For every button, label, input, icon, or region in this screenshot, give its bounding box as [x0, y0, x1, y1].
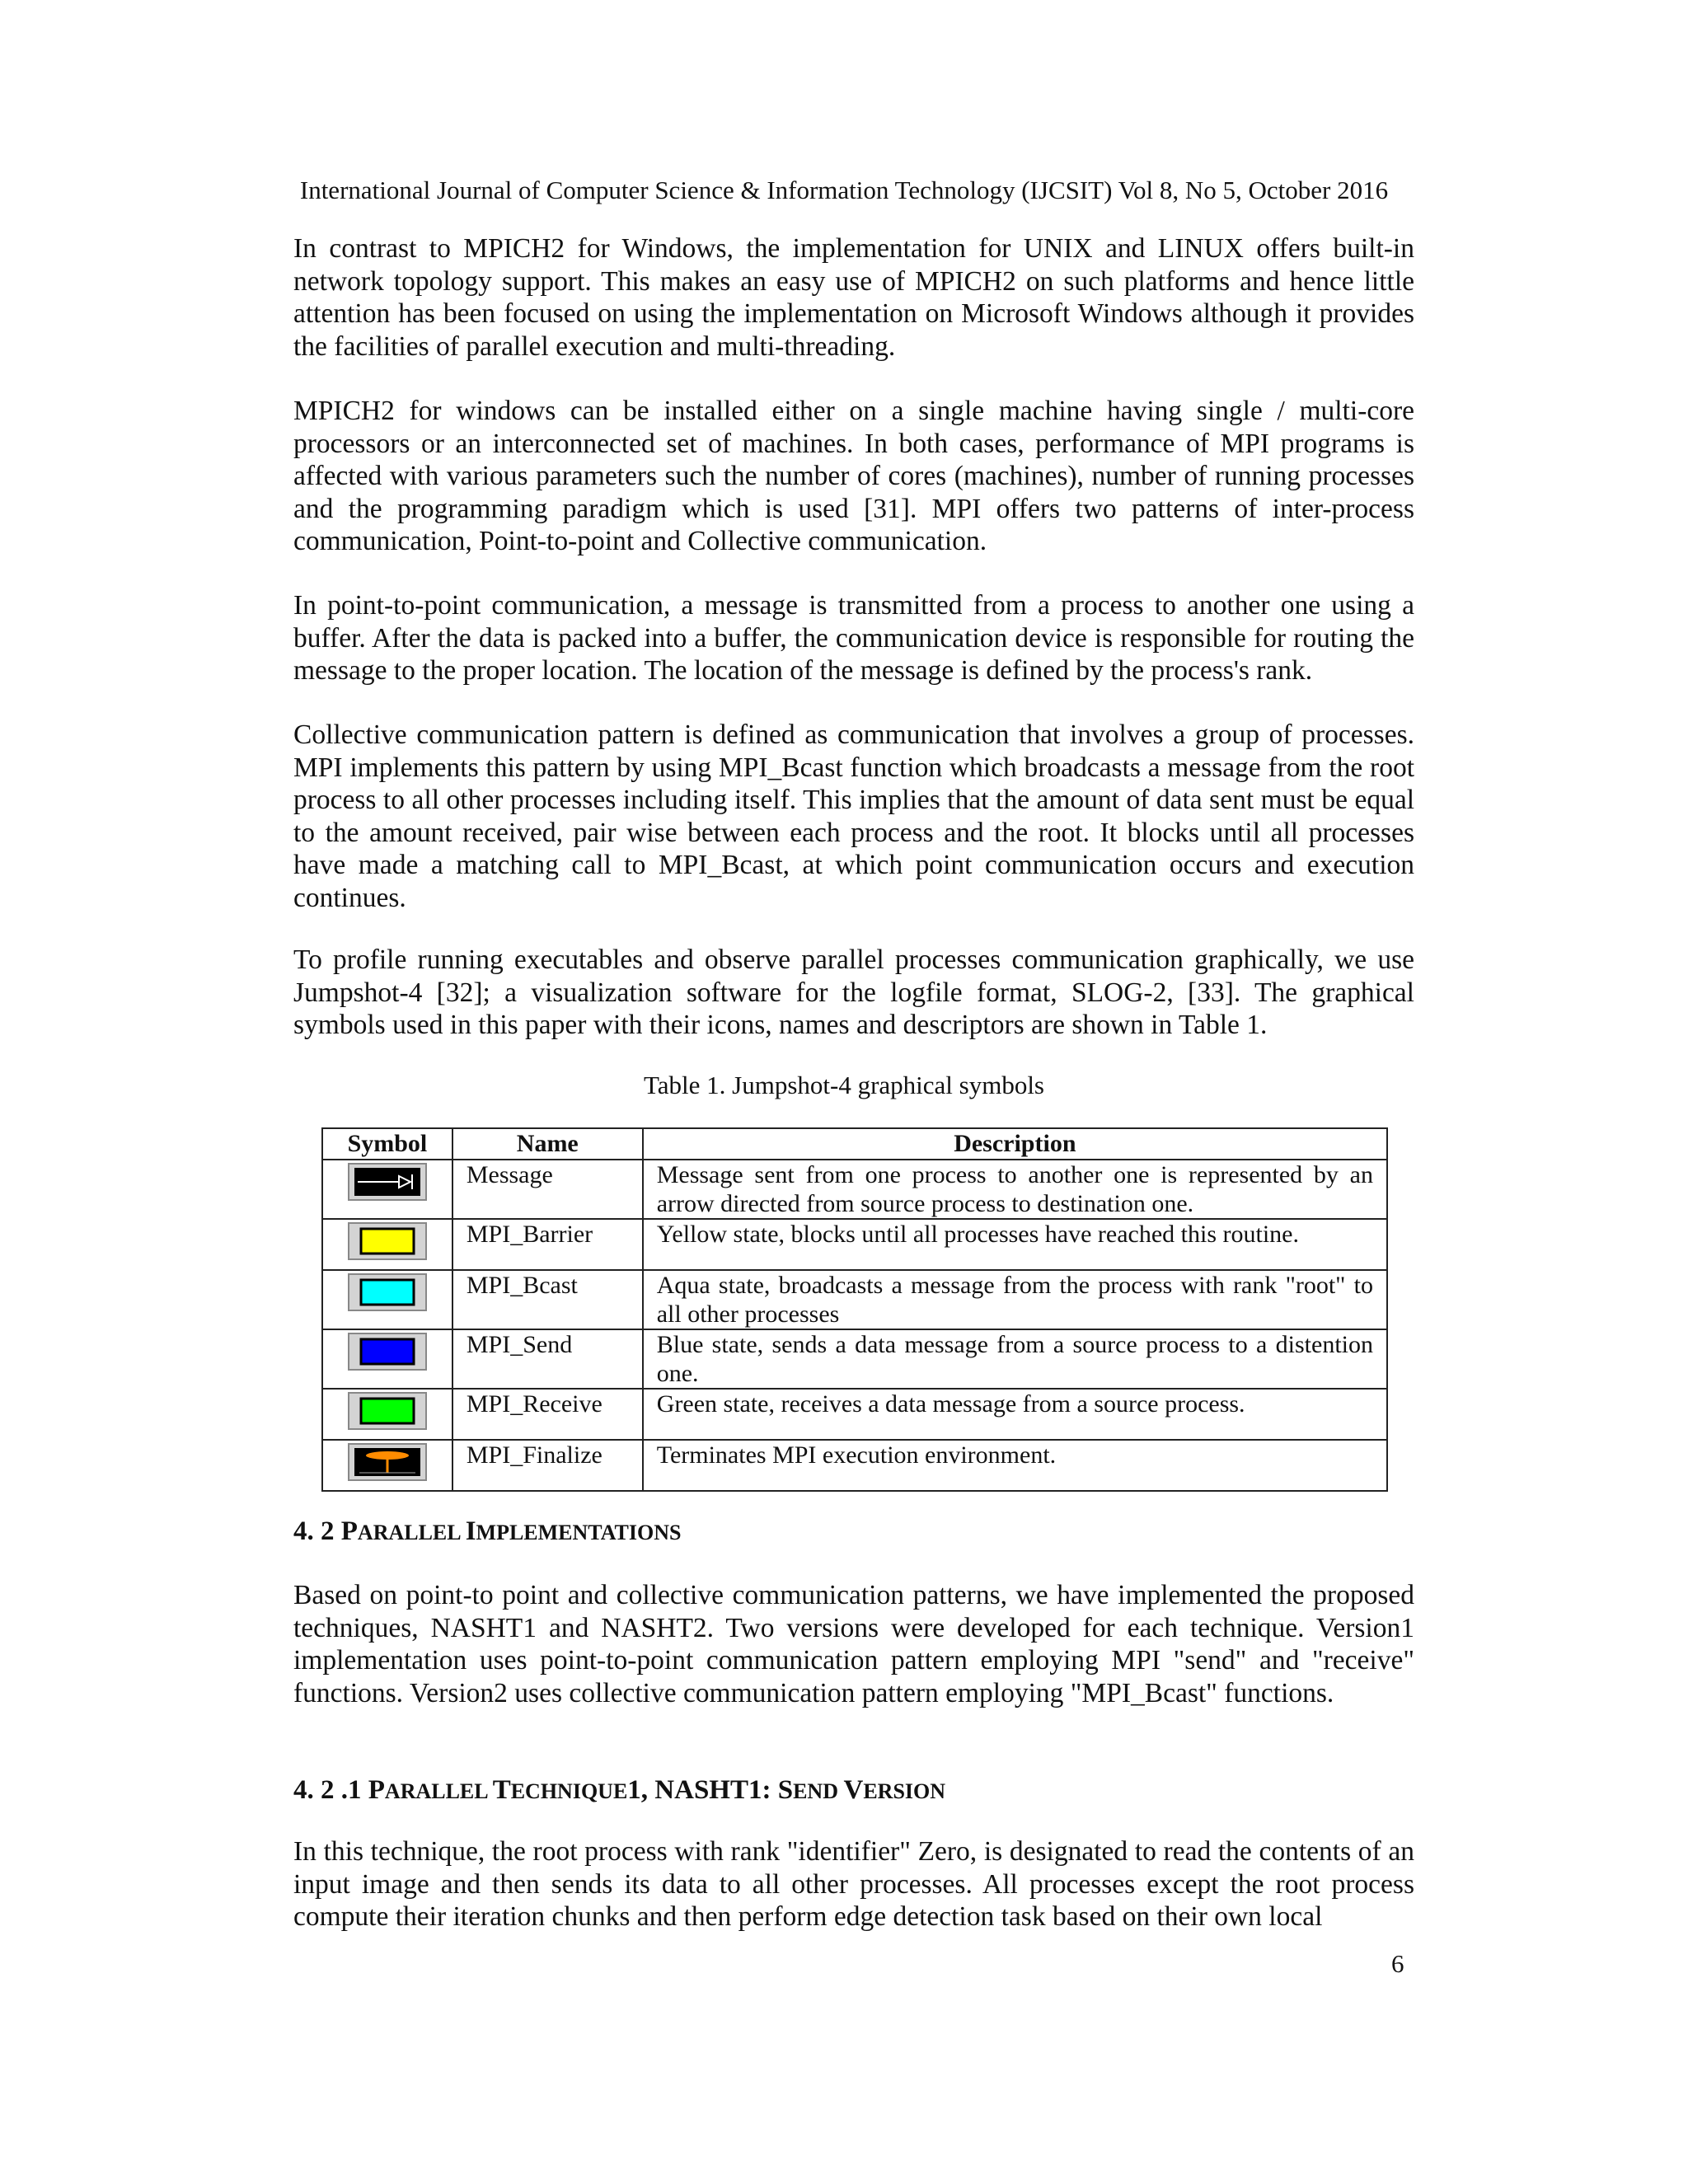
- symbol-name: MPI_Bcast: [452, 1270, 643, 1329]
- symbol-cell: [322, 1329, 452, 1389]
- heading-number: 4. 2: [293, 1516, 341, 1546]
- paragraph-3: [293, 589, 1414, 687]
- symbol-description: Terminates MPI execution environment.: [643, 1440, 1387, 1491]
- symbol-name: MPI_Barrier: [452, 1219, 643, 1270]
- blue-state-icon: [348, 1333, 427, 1371]
- table-caption: Table 1. Jumpshot-4 graphical symbols: [643, 1071, 1044, 1099]
- finalize-icon: [348, 1443, 427, 1481]
- page-number: 6: [1391, 1949, 1404, 1978]
- symbol-cell: [322, 1219, 452, 1270]
- paragraph-5: [293, 944, 1414, 1042]
- heading-text: 1, NASHT1:: [627, 1775, 778, 1805]
- heading-cap: P: [340, 1516, 358, 1546]
- heading-number: 4. 2 .1: [293, 1775, 368, 1805]
- heading-smallcaps: ERSION: [863, 1779, 946, 1803]
- symbol-cell: [322, 1389, 452, 1440]
- heading-smallcaps: MPLEMENTATIONS: [476, 1521, 682, 1544]
- symbol-description: Yellow state, blocks until all processes have reached this routine.: [643, 1219, 1387, 1270]
- heading-smallcaps: ARALLEL: [357, 1521, 466, 1544]
- symbol-cell: [322, 1270, 452, 1329]
- table-row: [322, 1329, 1387, 1389]
- paragraph-text: Based on point-to point and collective communication patterns, we have implemented the proposed techniques, NASHT1 and NASHT2. Two versions were developed for each technique. Version1 implementation uses point-to-point communication pattern employing MPI "send" and "receive" functions. Version2 uses collective communication pattern employing "MPI_Bcast" functions.: [293, 1580, 1414, 1708]
- symbol-name: MPI_Finalize: [452, 1440, 643, 1491]
- symbol-description: Aqua state, broadcasts a message from the process with rank "root" to all other processes: [643, 1270, 1387, 1329]
- symbols-table: [321, 1127, 1388, 1492]
- section-heading-4-2: [293, 1515, 681, 1549]
- heading-cap: S: [777, 1775, 794, 1805]
- paragraph-text: To profile running executables and observe parallel processes communication graphically, we use Jumpshot-4 [32]; a visualization software for the logfile format, SLOG-2, [33]. The graphical symbols used in this paper with their icons, names and descriptors are shown in Table 1.: [293, 944, 1414, 1040]
- heading-cap: P: [368, 1775, 385, 1805]
- paragraph-1: [293, 232, 1414, 363]
- heading-smallcaps: ARALLEL: [384, 1779, 493, 1803]
- symbol-name: Message: [452, 1160, 643, 1219]
- running-header: International Journal of Computer Science & Information Technology (IJCSIT) Vol 8, No 5, October 2016: [299, 176, 1389, 204]
- paragraph-text: In point-to-point communication, a message is transmitted from a process to another one using a buffer. After the data is packed into a buffer, the communication device is responsible for routing the message to the proper location. The location of the message is defined by the process's rank.: [293, 590, 1414, 686]
- heading-smallcaps: END: [793, 1779, 844, 1803]
- table-header-row: [322, 1128, 1387, 1160]
- symbol-cell: [322, 1440, 452, 1491]
- header-name: Name: [452, 1128, 643, 1160]
- symbol-description: Blue state, sends a data message from a source process to a distention one.: [643, 1329, 1387, 1389]
- yellow-state-icon: [348, 1222, 427, 1260]
- symbol-cell: [322, 1160, 452, 1219]
- heading-smallcaps: ECHNIQUE: [510, 1779, 628, 1803]
- paragraph-text: In this technique, the root process with rank "identifier" Zero, is designated to read the contents of an input image and then sends its data to all other processes. All processes except the root process compute their iteration chunks and then perform edge detection task based on their own local: [293, 1836, 1414, 1932]
- paragraph-7: [293, 1835, 1414, 1933]
- heading-cap: T: [492, 1775, 511, 1805]
- green-state-icon: [348, 1392, 427, 1430]
- paragraph-text: MPICH2 for windows can be installed either on a single machine having single / multi-core processors or an interconnected set of machines. In both cases, performance of MPI programs is affected with various parameters such the number of cores (machines), number of running processes and the programming paradigm which is used [31]. MPI offers two patterns of inter-process communication, Point-to-point and Collective communication.: [293, 396, 1414, 556]
- header-description: Description: [643, 1128, 1387, 1160]
- paragraph-2: [293, 395, 1414, 558]
- paragraph-6: [293, 1579, 1414, 1709]
- table-row: [322, 1270, 1387, 1329]
- paragraph-text: Collective communication pattern is defined as communication that involves a group of processes. MPI implements this pattern by using MPI_Bcast function which broadcasts a message from the root process to all other processes including itself. This implies that the amount of data sent must be equal to the amount received, pair wise between each process and the root. It blocks until all processes have made a matching call to MPI_Bcast, at which point communication occurs and execution continues.: [293, 719, 1414, 913]
- table-row: [322, 1160, 1387, 1219]
- message-arrow-icon: [348, 1163, 427, 1201]
- symbol-description: Green state, receives a data message from a source process.: [643, 1389, 1387, 1440]
- paragraph-4: [293, 719, 1414, 914]
- section-heading-4-2-1: [293, 1774, 945, 1808]
- aqua-state-icon: [348, 1273, 427, 1311]
- heading-cap: I: [465, 1516, 476, 1546]
- symbol-name: MPI_Receive: [452, 1389, 643, 1440]
- symbol-description: Message sent from one process to another one is represented by an arrow directed from source process to destination one.: [643, 1160, 1387, 1219]
- heading-cap: V: [843, 1775, 864, 1805]
- header-symbol: Symbol: [322, 1128, 452, 1160]
- paragraph-text: In contrast to MPICH2 for Windows, the implementation for UNIX and LINUX offers built-in network topology support. This makes an easy use of MPICH2 on such platforms and hence little attention has been focused on using the implementation on Microsoft Windows although it provides the facilities of parallel execution and multi-threading.: [293, 233, 1414, 362]
- symbol-name: MPI_Send: [452, 1329, 643, 1389]
- table-row: [322, 1440, 1387, 1491]
- table-row: [322, 1389, 1387, 1440]
- table-row: [322, 1219, 1387, 1270]
